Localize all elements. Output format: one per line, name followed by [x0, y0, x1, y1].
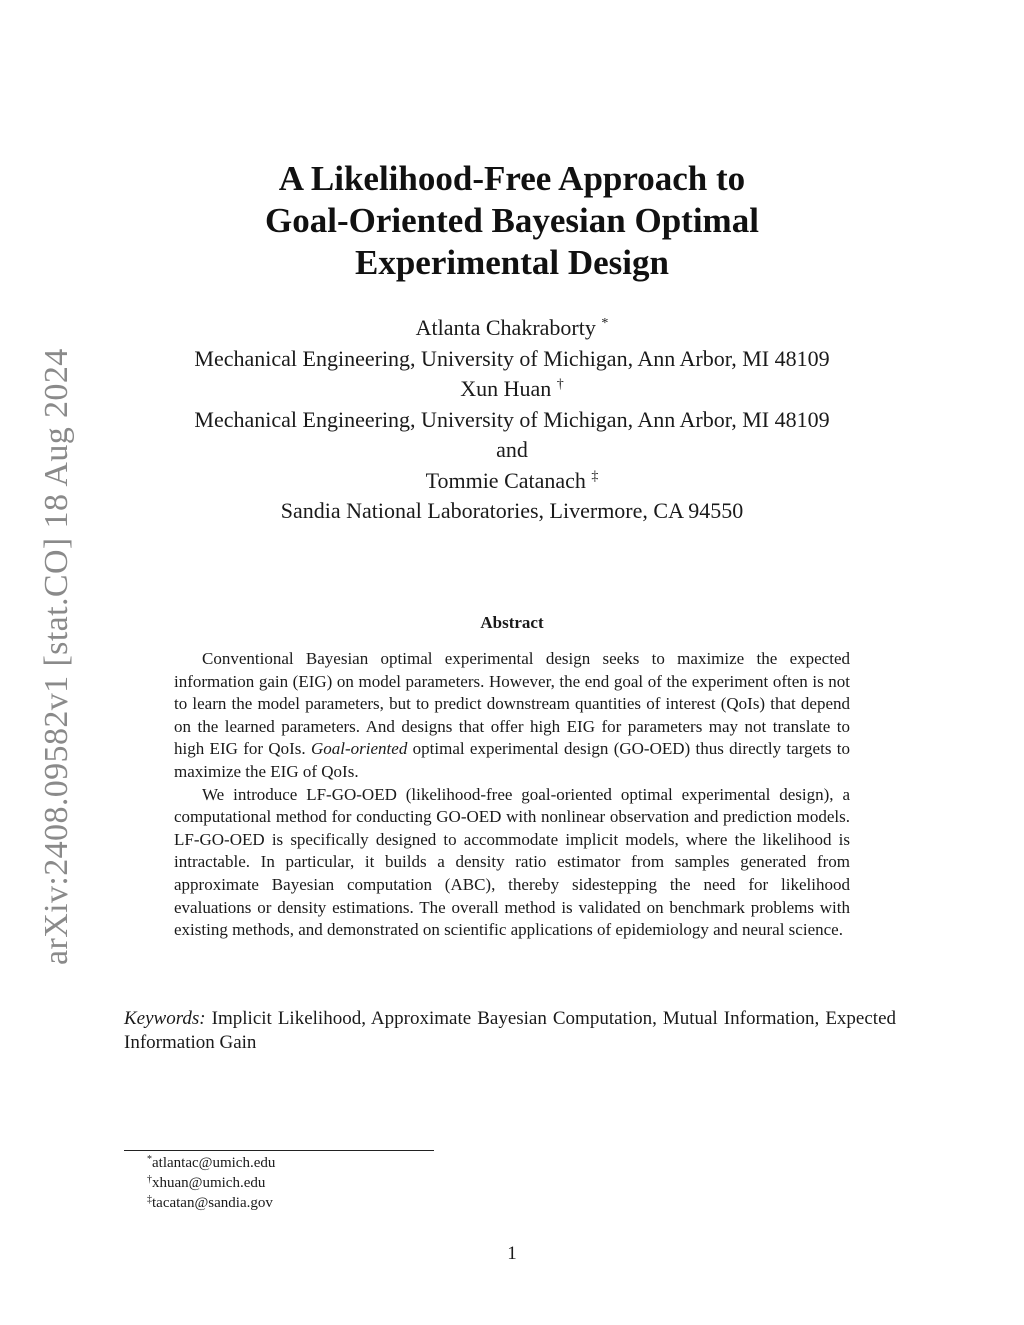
footnote-1 — [147, 1153, 275, 1173]
footnote-1-email: atlantac@umich.edu — [152, 1155, 276, 1171]
author-1-affiliation: Mechanical Engineering, University of Michigan, Ann Arbor, MI 48109 — [194, 345, 830, 371]
title-line-3: Experimental Design — [354, 243, 669, 282]
author-3 — [0, 466, 1024, 497]
author-2-affiliation: Mechanical Engineering, University of Michigan, Ann Arbor, MI 48109 — [194, 406, 830, 432]
keywords-label: Keywords: — [124, 1008, 206, 1029]
author-2 — [0, 374, 1024, 405]
author-3-name: Tommie Catanach — [425, 467, 586, 493]
keywords — [124, 1007, 896, 1055]
author-2-footnote-mark: † — [556, 377, 564, 392]
author-2-name: Xun Huan — [460, 376, 552, 401]
footnotes — [147, 1153, 275, 1213]
author-3-footnote-mark: ‡ — [591, 468, 599, 484]
page-number: 1 — [507, 1243, 517, 1264]
footnote-3-email: tacatan@sandia.gov — [152, 1195, 273, 1211]
footnote-3 — [147, 1193, 275, 1213]
abstract-p1-text: Conventional Bayesian optimal experimental design seeks to maximize the expected information gain (EIG) on model parameters. However, the end goal of the experiment often is not to learn the model parameters, but to predict downstream quantities of interest (QoIs) that depend on the learned parameters. And designs that offer high EIG for parameters may not translate to high EIG for QoIs. — [174, 649, 850, 759]
paper-title — [0, 158, 1024, 284]
abstract-p1-text-cont: optimal experimental design (GO-OED) thus directly targets to maximize the EIG of QoIs. — [174, 739, 850, 781]
title-line-1: A Likelihood-Free Approach to — [278, 159, 746, 198]
abstract-paragraph-2: We introduce LF-GO-OED (likelihood-free goal-oriented optimal experimental design), a computational method for conducting GO-OED with nonlinear observation and prediction models. LF-GO-OED is specifically designed to accommodate implicit models, where the likelihood is intractable. In particular, it builds a density ratio estimator from samples generated from approximate Bayesian computation (ABC), thereby sidestepping the need for likelihood evaluations or density estimations. The overall method is validated on benchmark problems with existing methods, and demonstrated on scientific applications of epidemiology and neural science. — [174, 784, 850, 940]
footnote-1-mark: * — [147, 1154, 152, 1165]
footnote-3-mark: ‡ — [147, 1194, 152, 1205]
abstract-p1-italic: Goal-oriented — [311, 739, 408, 759]
author-1-footnote-mark: * — [601, 316, 609, 331]
abstract-paragraph-1 — [174, 648, 850, 784]
footnote-2-email: xhuan@umich.edu — [152, 1175, 266, 1191]
footnote-2 — [147, 1173, 275, 1193]
arxiv-identifier-stamp: arXiv:2408.09582v1 [stat.CO] 18 Aug 2024 — [38, 348, 75, 965]
keywords-text: Implicit Likelihood, Approximate Bayesian Computation, Mutual Information, Expected Information Gain — [124, 1008, 896, 1053]
abstract-body — [174, 648, 850, 942]
footnote-divider — [124, 1150, 434, 1151]
author-1 — [0, 313, 1024, 344]
author-1-name: Atlanta Chakraborty — [415, 315, 596, 340]
author-block — [0, 313, 1024, 527]
author-separator: and — [496, 437, 528, 462]
footnote-2-mark: † — [147, 1174, 152, 1185]
author-3-affiliation: Sandia National Laboratories, Livermore, CA 94550 — [280, 498, 744, 523]
title-line-2: Goal-Oriented Bayesian Optimal — [265, 201, 759, 240]
abstract-heading: Abstract — [480, 613, 544, 632]
